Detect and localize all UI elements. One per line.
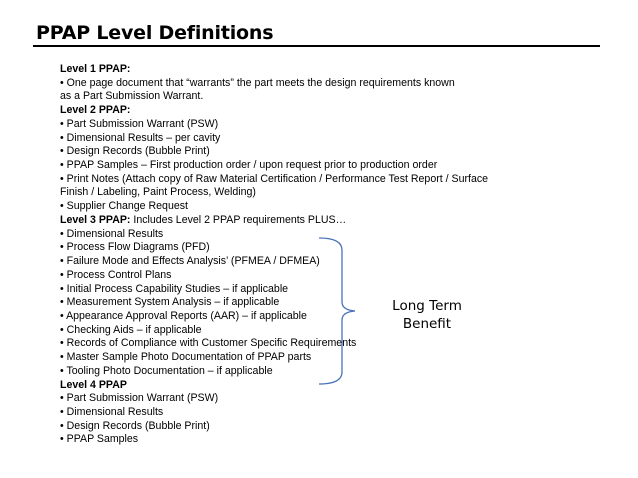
text-line [60, 351, 480, 365]
text-line [60, 283, 480, 297]
line-text: • Checking Aids – if applicable [60, 323, 202, 336]
title-underline [33, 45, 600, 47]
line-text: • Tooling Photo Documentation – if applicable [60, 364, 273, 377]
text-line [60, 186, 480, 200]
text-line [60, 200, 480, 214]
line-text: • Dimensional Results [60, 227, 164, 240]
line-text: • Design Records (Bubble Print) [60, 145, 210, 158]
text-line [60, 337, 480, 351]
text-line [60, 406, 480, 420]
line-text: • Supplier Change Request [60, 200, 188, 213]
line-text: • Appearance Approval Reports (AAR) – if applicable [60, 309, 307, 322]
curly-brace-icon [318, 236, 358, 386]
level-heading: Level 2 PPAP: [60, 104, 131, 117]
text-line [60, 379, 480, 393]
text-line [60, 255, 480, 269]
level-heading: Level 3 PPAP: [60, 213, 134, 226]
line-text: Includes Level 2 PPAP requirements PLUS… [133, 213, 347, 226]
benefit-line-2: Benefit [402, 316, 452, 332]
text-line [60, 159, 480, 173]
text-line [60, 118, 480, 132]
ppap-level-list [60, 63, 489, 447]
benefit-line-1: Long Term [392, 298, 462, 314]
text-line [60, 132, 480, 146]
line-text: as a Part Submission Warrant. [60, 90, 204, 103]
text-line [60, 241, 480, 255]
line-text: • PPAP Samples [60, 433, 139, 446]
line-text: • PPAP Samples – First production order / upon request prior to production order [60, 159, 438, 172]
line-text: • Part Submission Warrant (PSW) [60, 392, 219, 405]
line-text: • Dimensional Results [60, 405, 164, 418]
page-title: PPAP Level Definitions [36, 22, 274, 44]
line-text: • Process Control Plans [60, 268, 172, 281]
level-heading: Level 4 PPAP [60, 378, 127, 391]
line-text: • Master Sample Photo Documentation of PPAP parts [60, 351, 312, 364]
line-text: Finish / Labeling, Paint Process, Welding) [60, 186, 256, 199]
text-line [60, 172, 489, 187]
text-line [60, 214, 480, 228]
line-text: • Measurement System Analysis – if applicable [60, 296, 280, 309]
line-text: • Part Submission Warrant (PSW) [60, 117, 219, 130]
text-line [60, 90, 480, 104]
text-line [60, 228, 480, 242]
text-line [60, 104, 480, 118]
text-line [60, 392, 480, 406]
text-line [60, 77, 480, 91]
text-line [60, 420, 480, 434]
line-text: • Failure Mode and Effects Analysis’ (PFMEA / DFMEA) [60, 255, 320, 268]
text-line [60, 365, 480, 379]
line-text: • Print Notes (Attach copy of Raw Material Certification / Performance Test Report / Surface [60, 172, 489, 185]
line-text: • Dimensional Results – per cavity [60, 131, 221, 144]
text-line [60, 433, 480, 447]
line-text: • One page document that “warrants” the part meets the design requirements known [60, 76, 455, 89]
text-line [60, 145, 480, 159]
text-line [60, 269, 480, 283]
level-heading: Level 1 PPAP: [60, 63, 131, 75]
line-text: • Process Flow Diagrams (PFD) [60, 241, 210, 254]
line-text: • Initial Process Capability Studies – if applicable [60, 282, 289, 295]
line-text: • Design Records (Bubble Print) [60, 419, 210, 432]
long-term-benefit-label [384, 297, 470, 333]
line-text: • Records of Compliance with Customer Specific Requirements [60, 337, 357, 350]
text-line [60, 63, 480, 77]
